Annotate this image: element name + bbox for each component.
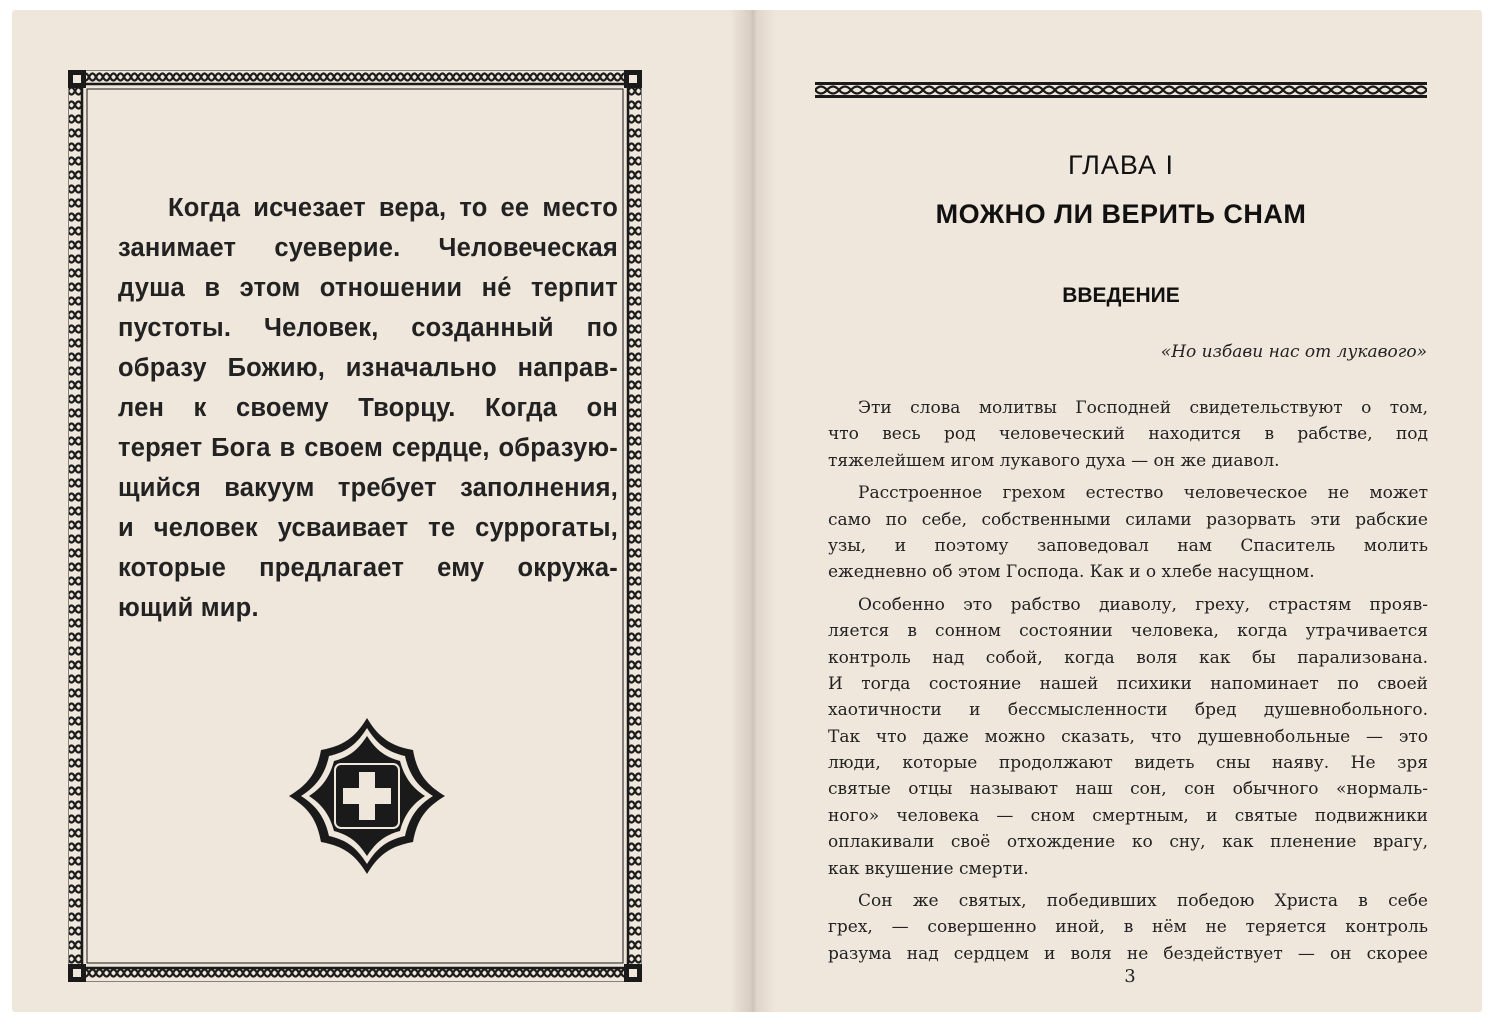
quote-line: теряет Бога в своем сердце, образую-: [118, 434, 618, 462]
body-line: Особенно это рабство диаволу, греху, страстям прояв-: [858, 594, 1428, 615]
cross-medallion-icon: [287, 716, 447, 876]
body-line: тяжелейшем игом лукавого духа — он же диавол.: [828, 450, 1280, 471]
body-line: узы, и поэтому заповедовал нам Спаситель молить: [828, 535, 1428, 556]
chapter-heading: ГЛАВА I: [1068, 150, 1174, 180]
body-line: Так что даже можно сказать, что душевнобольные — это: [828, 726, 1428, 747]
epigraph-line: «Но избави нас от лукавого»: [1160, 342, 1427, 362]
body-line: разума над сердцем и воля не бездействует — он скорее: [828, 943, 1428, 964]
body-line: ного» человека — сном смертным, и святые подвижники: [828, 805, 1428, 826]
body-line: Сон же святых, победивших победою Христа в себе: [858, 891, 1428, 912]
body-line: ляется в сонном состоянии человека, когда утрачивается: [828, 621, 1428, 642]
body-line: Расстроенное грехом естество человеческое не может: [858, 483, 1428, 504]
body-line: контроль над собой, когда воля как бы парализована.: [828, 647, 1428, 668]
body-line: хаотичности и бессмысленности бред душевнобольного.: [828, 700, 1428, 721]
body-line: Эти слова молитвы Господней свидетельствуют о том,: [858, 398, 1428, 418]
body-line: оплакивали своё отхождение ко сну, как пленение врагу,: [828, 832, 1428, 853]
chapter-title: МОЖНО ЛИ ВЕРИТЬ СНАМ: [935, 199, 1307, 229]
body-line: грех, — совершенно иной, в нём не теряется контроль: [828, 917, 1428, 938]
body-line: ежедневно об этом Господа. Как и о хлебе насущном.: [828, 562, 1315, 583]
quote-line: щийся вакуум требует заполнения,: [118, 474, 618, 502]
body-line: святые отцы называют наш сон, сон обычного «нормаль-: [828, 779, 1428, 800]
body-line: люди, которые продолжают видеть сны наяву. Не зря: [828, 753, 1428, 774]
body-text: [828, 395, 1428, 967]
quote-line: лен к своему Творцу. Когда он: [118, 394, 618, 422]
quote-line: Когда исчезает вера, то ее место: [168, 194, 618, 222]
page-number: 3: [1124, 966, 1136, 987]
body-line: как вкушение смерти.: [828, 858, 1029, 879]
quote-line: образу Божию, изначально направ-: [118, 354, 618, 382]
quote-line: ющий мир.: [118, 594, 259, 622]
quote-line: которые предлагает ему окружа-: [118, 554, 618, 582]
quote-line: пустоты. Человек, созданный по: [118, 314, 618, 342]
epigraph-quote: [118, 188, 618, 628]
quote-line: занимает суеверие. Человеческая: [118, 234, 618, 262]
body-line: что весь род человеческий находится в рабстве, под: [828, 424, 1428, 445]
quote-line: и человек усваивает те суррогаты,: [118, 514, 618, 542]
body-line: само по себе, собственными силами разорвать эти рабские: [828, 509, 1428, 530]
section-heading: ВВЕДЕНИЕ: [1062, 284, 1180, 307]
body-line: И тогда состояние нашей психики напоминает по своей: [828, 673, 1428, 694]
ornamental-rule: [815, 82, 1427, 98]
quote-line: душа в этом отношении не́ терпит: [118, 274, 618, 302]
